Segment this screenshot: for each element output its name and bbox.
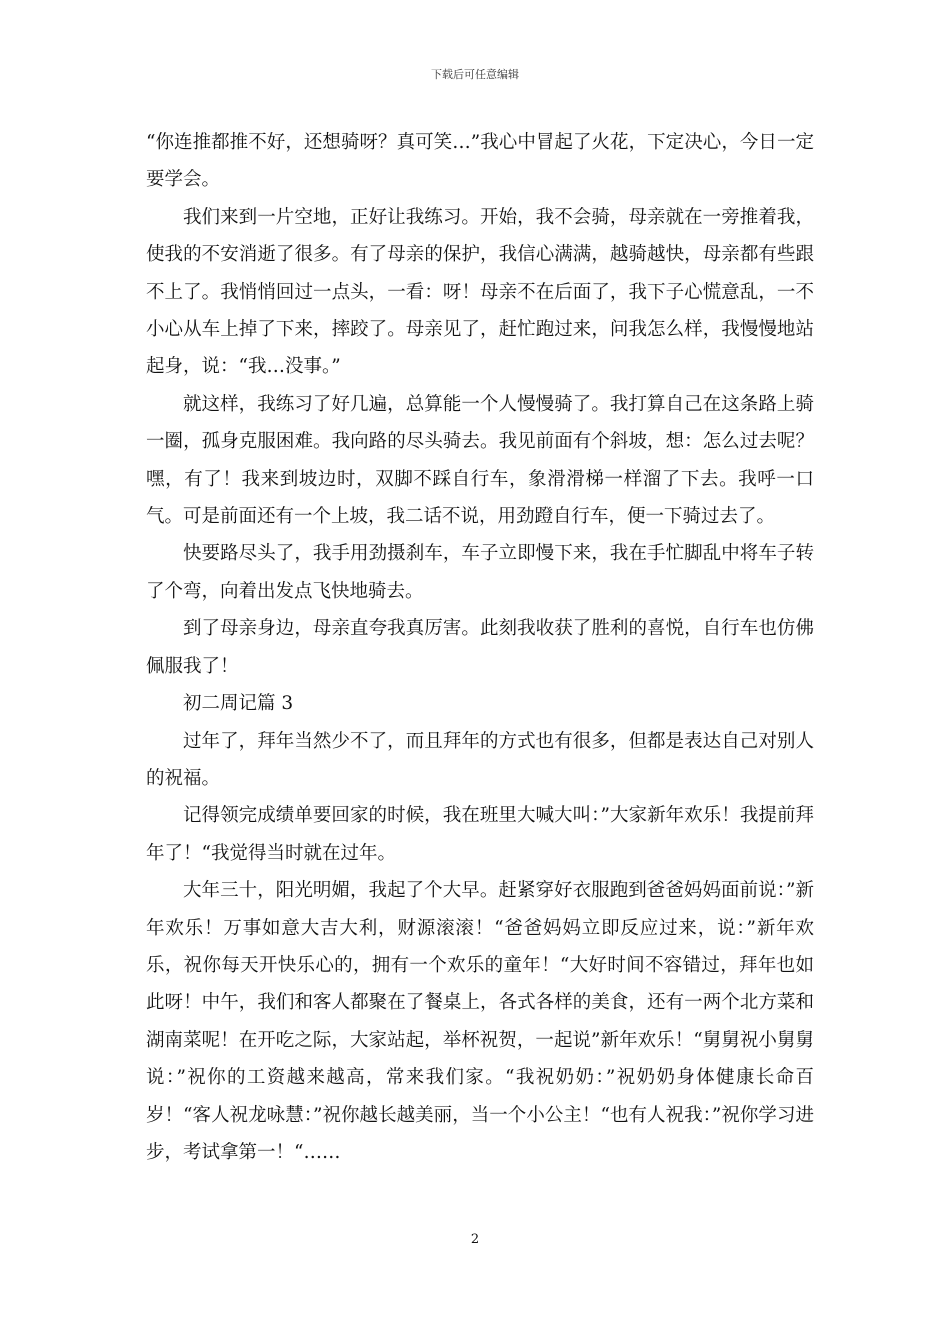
page-header: 下载后可任意编辑 bbox=[431, 68, 519, 81]
page-number: 2 bbox=[470, 1232, 480, 1247]
paragraph: 我们来到一片空地，正好让我练习。开始，我不会骑，母亲就在一旁推着我，使我的不安消逝了很多。有了母亲的保护，我信心满满，越骑越快，母亲都有些跟不上了。我悄悄回过一点头，一看：呀！母亲不在后面了，我下子心慌意乱，一不小心从车上掉了下来，摔跤了。母亲见了，赶忙跑过来，问我怎么样，我慢慢地站起身，说：“我…没事。” bbox=[146, 206, 814, 378]
paragraph: 大年三十，阳光明媚，我起了个大早。赶紧穿好衣服跑到爸爸妈妈面前说：”新年欢乐！万事如意大吉大利，财源滚滚！“爸爸妈妈立即反应过来，说：”新年欢乐，祝你每天开快乐心的，拥有一个欢乐的童年！“大好时间不容错过，拜年也如此呀！中午，我们和客人都聚在了餐桌上，各式各样的美食，还有一两个北方菜和湖南菜呢！在开吃之际，大家站起，举杯祝贺，一起说”新年欢乐！“舅舅祝小舅舅说：”祝你的工资越来越高，常来我们家。“我祝奶奶：”祝奶奶身体健康长命百岁！“客人祝龙咏慧：”祝你越长越美丽，当一个小公主！“也有人祝我：”祝你学习进步，考试拿第一！“…… bbox=[146, 880, 814, 1163]
paragraph: 记得领完成绩单要回家的时候，我在班里大喊大叫：”大家新年欢乐！我提前拜年了！“我觉得当时就在过年。 bbox=[146, 805, 814, 864]
paragraph: “你连推都推不好，还想骑呀？真可笑…”我心中冒起了火花，下定决心，今日一定要学会。 bbox=[146, 132, 814, 191]
paragraph: 就这样，我练习了好几遍，总算能一个人慢慢骑了。我打算自己在这条路上骑一圈，孤身克服困难。我向路的尽头骑去。我见前面有个斜坡，想：怎么过去呢？嘿，有了！我来到坡边时，双脚不踩自行车，象滑滑梯一样溜了下去。我呼一口气。可是前面还有一个上坡，我二话不说，用劲蹬自行车，便一下骑过去了。 bbox=[146, 393, 814, 528]
paragraph: 到了母亲身边，母亲直夸我真厉害。此刻我收获了胜利的喜悦，自行车也仿佛佩服我了！ bbox=[146, 618, 814, 677]
paragraph: 过年了，拜年当然少不了，而且拜年的方式也有很多，但都是表达自己对别人的祝福。 bbox=[146, 730, 814, 789]
paragraph: 快要路尽头了，我手用劲摄刹车，车子立即慢下来，我在手忙脚乱中将车子转了个弯，向着出发点飞快地骑去。 bbox=[146, 543, 814, 602]
section-heading: 初二周记篇 3 bbox=[183, 693, 294, 715]
document-body bbox=[146, 124, 814, 1171]
